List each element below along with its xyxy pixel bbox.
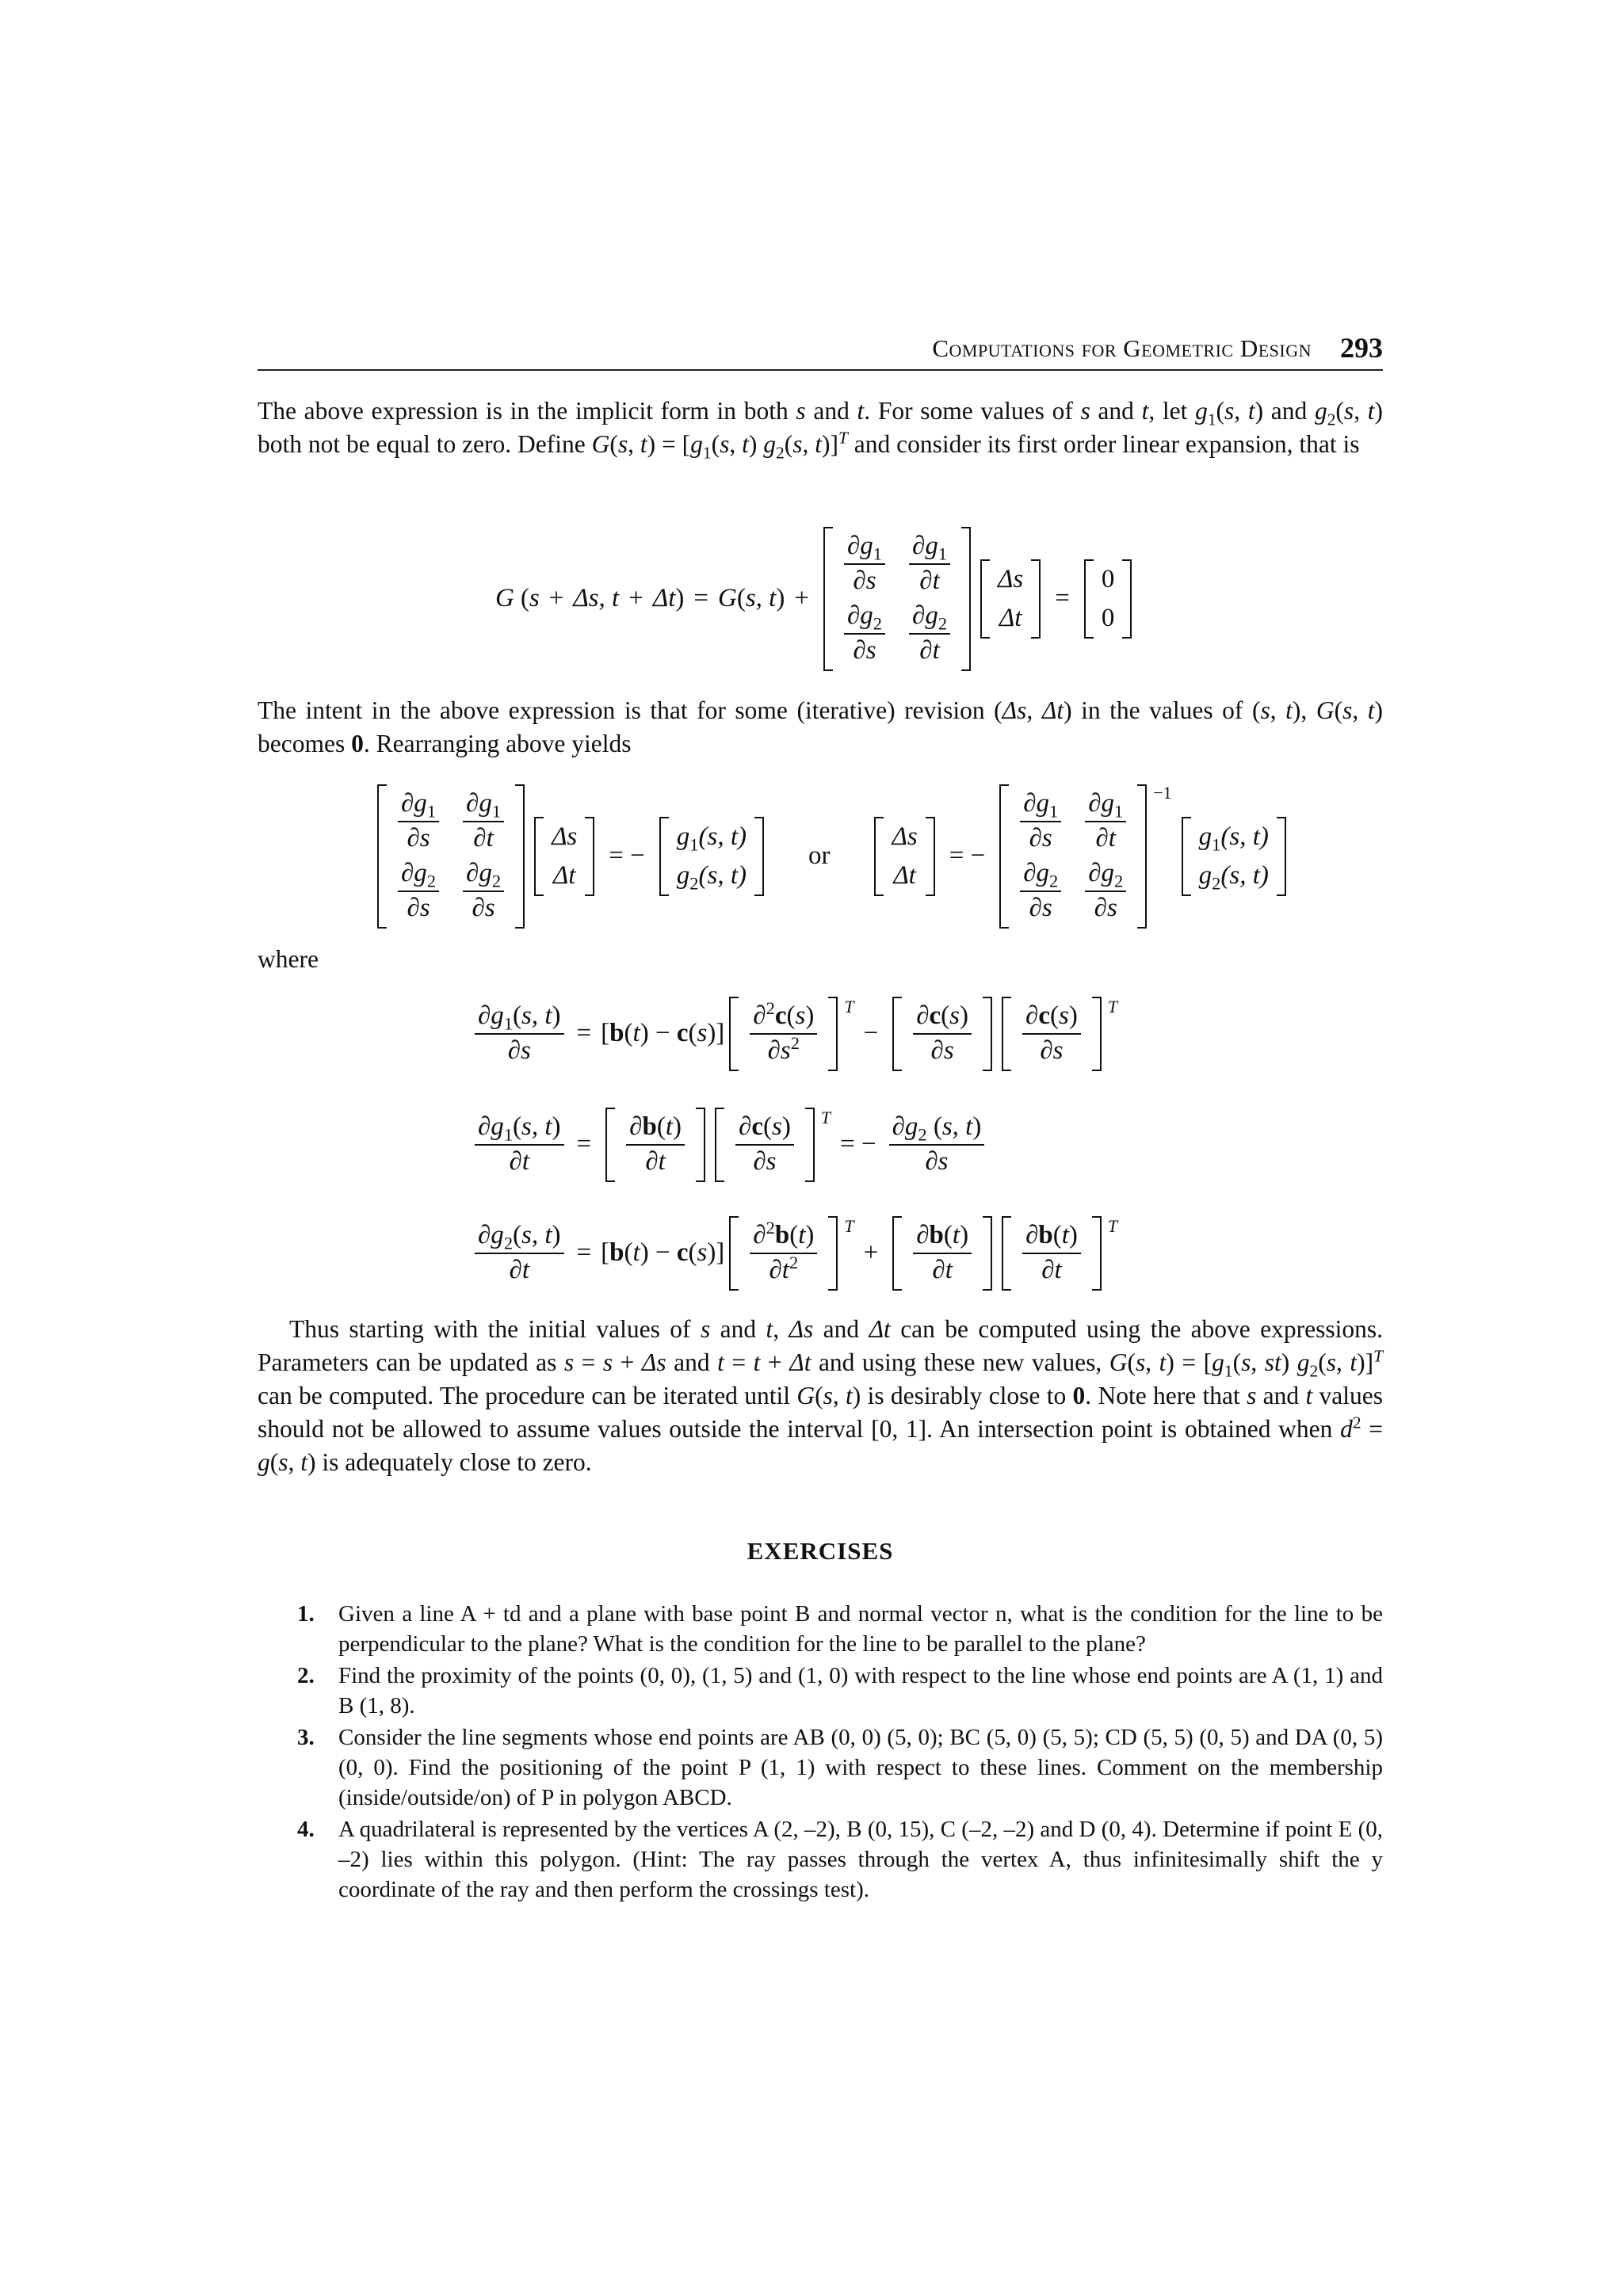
equation-dg2-dt: $\frac{\partial g_2(s, t)}{\partial t}$ = [b( t ) − c( s )] $\frac{\partial^2b(t)}{\partial t^2}$ T + $\frac{\partial b(t)}{\partial t}$ $\frac{\partial b(t)}{\partial t}$ T xyxy=(472,1216,1117,1291)
page-number: 293 xyxy=(1340,332,1383,364)
exercise-list xyxy=(297,1599,1383,1906)
equation-linear-expansion: G ( s + Δs, t + Δt ) = G ( s, t ) + $\frac{\partial g_1}{\partial s}$ $\frac{\partial g_1}{\partial t}$ $\frac{\partial g_2}{\partial s}$ $\frac{\partial g_2}{\partial t}$ Δs Δt = 0 0 xyxy=(495,527,1136,671)
where-label: where xyxy=(258,945,319,973)
paragraph-2: The intent in the above expression is that for some (iterative) revision (Δs, Δt) in the values of (s, t), G(s, t) becomes 0. Rearranging above yields xyxy=(258,696,1384,757)
or-label: or xyxy=(808,841,831,871)
equation-rearranged: $\frac{\partial g_1}{\partial s}$ $\frac{\partial g_1}{\partial t}$ $\frac{\partial g_2}{\partial s}$ $\frac{\partial g_2}{\partial s}$ Δs Δt = − $g_1(s$, t) $g_2(s$, t) or Δs Δt = − $\frac{\partial g_1}{\partial s}$ $\frac{\partial g_1}{\partial t}$ $\frac{\partial g_2}{\partial s}$ $\frac{\partial g_2}{\partial s}$ −1 $g_1(s$, t) $g_2(s$, t) xyxy=(372,784,1291,929)
exercise-item: 3. Consider the line segments whose end points are AB (0, 0) (5, 0); BC (5, 0) (5, 5); CD (5, 5) (0, 5) and DA (0, 5) (0, 0). Find the positioning of the point P (1, 1) with respect to these lines. Comment on the membership (inside/outside/on) of P in polygon ABCD. xyxy=(297,1725,1383,1810)
exercise-item: 4. A quadrilateral is represented by the vertices A (2, –2), B (0, 15), C (–2, –2) and D (0, 4). Determine if point E (0, –2) lies within this polygon. (Hint: The ray passes through the vertex A, thus infinitesimally shift the y coordinate of the ray and then perform the crossings test). xyxy=(297,1817,1383,1902)
equation-dg1-dt: $\frac{\partial g_1(s, t)}{\partial t}$ = $\frac{\partial b(t)}{\partial t}$ $\frac{\partial c(s)}{\partial s}$ T = − $\frac{\partial g_2 (s, t)}{\partial s}$ xyxy=(472,1108,987,1182)
equation-dg1-ds: $\frac{\partial g_1(s, t)}{\partial s}$ = [b( t ) − c( s )] $\frac{\partial^2c(s)}{\partial s^2}$ T − $\frac{\partial c(s)}{\partial s}$ $\frac{\partial c(s)}{\partial s}$ T xyxy=(472,997,1117,1071)
exercise-item: 2. Find the proximity of the points (0, 0), (1, 5) and (1, 0) with respect to the line whose end points are A (1, 1) and B (1, 8). xyxy=(297,1663,1383,1718)
running-header xyxy=(258,331,1383,371)
running-title: Computations for Geometric Design xyxy=(932,334,1312,362)
paragraph-1: The above expression is in the implicit form in both s and t. For some values of s and t, let $g_1(s$, t) and $g_2(s$, t) both not be equal to zero. Define G(s, $t) = [g_1(s$, t) $g_2(s$, t)]$^T$ and consider its first order linear expansion, that is xyxy=(258,397,1384,463)
exercise-item: 1. Given a line A + td and a plane with base point B and normal vector n, what is the condition for the line to be perpendicular to the plane? What is the condition for the line to be parallel to the plane? xyxy=(297,1601,1383,1657)
exercises-heading: EXERCISES xyxy=(747,1537,894,1565)
paragraph-3: Thus starting with the initial values of s and t, Δs and Δt can be computed using the above expressions. Parameters can be updated as s = s + Δs and t = t + Δt and using these new values, G(s, $t) = [g_1(s$, st) $g_2(s$, t)]$^T$ can be computed. The procedure can be iterated until G(s, t) is desirably close to 0. Note here that s and t values should not be allowed to assume values outside the interval [0, 1]. An intersection point is obtained when $d^2 = g(s$, t) is adequately close to zero. xyxy=(258,1315,1384,1476)
